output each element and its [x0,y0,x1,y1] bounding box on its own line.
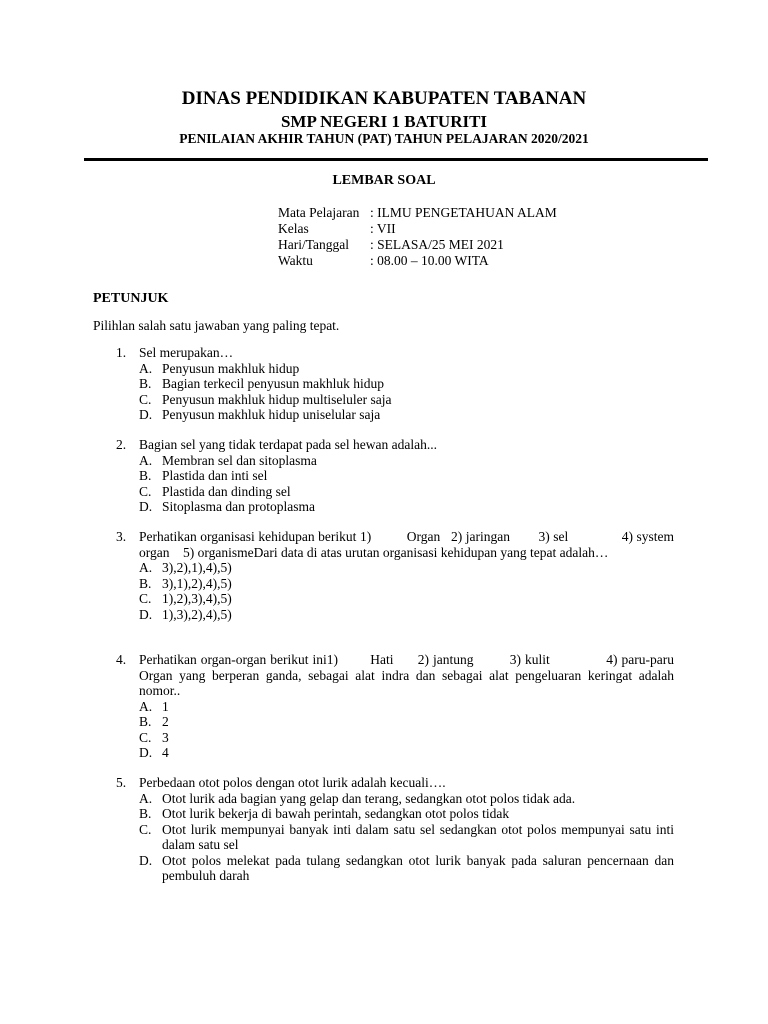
meta-row [278,237,557,253]
option-list [139,791,674,884]
meta-row [278,221,557,237]
meta-value: : ILMU PENGETAHUAN ALAM [370,205,557,220]
option-list [139,361,674,423]
question-2 [116,437,674,515]
option-a: A. Otot lurik ada bagian yang gelap dan terang, sedangkan otot polos tidak ada. [139,790,576,806]
option-b: B. 2 [139,714,169,729]
meta-label: Kelas [278,221,309,236]
option-a: A. Penyusun makhluk hidup [139,360,300,376]
header-school: SMP NEGERI 1 BATURITI [280,112,488,131]
option-a: A. 3),2),1),4),5) [139,560,232,575]
question-text: Sel merupakan… [139,345,234,360]
question-number: 2. [116,437,127,452]
meta-value: : VII [370,221,396,236]
option-c: C. 3 [139,729,169,745]
option-list [139,699,674,761]
question-number: 4. [116,652,127,667]
option-c: C. Plastida dan dinding sel [139,483,291,499]
meta-label: Waktu [278,253,313,268]
option-b: B. Otot lurik bekerja di bawah perintah, sedangkan otot polos tidak [139,806,510,821]
question-text: Bagian sel yang tidak terdapat pada sel hewan adalah... [139,437,438,452]
option-a: A. 1 [139,698,169,714]
question-1 [116,345,674,423]
question-text: Perhatikan organisasi kehidupan berikut 1) Organ 2) jaringan 3) sel 4) system organ 5) organismeDari data di atas urutan organisasi kehidupan yang tepat adalah… [139,529,678,560]
option-a: A. Membran sel dan sitoplasma [139,452,317,468]
sheet-title: LEMBAR SOAL [332,173,436,188]
question-4 [116,652,678,761]
question-number: 1. [116,345,127,360]
option-c: C. Penyusun makhluk hidup multiseluler saja [139,391,392,407]
header-exam: PENILAIAN AKHIR TAHUN (PAT) TAHUN PELAJARAN 2020/2021 [179,131,589,146]
meta-row [278,205,557,221]
instructions-text: Pilihlan salah satu jawaban yang paling tepat. [93,318,340,333]
meta-row [278,253,557,269]
instructions-heading: PETUNJUK [93,291,169,306]
option-c: C. Otot lurik mempunyai banyak inti dalam satu sel sedangkan otot polos mempunyai satu inti dalam satu sel [139,821,674,852]
option-d: D. Penyusun makhluk hidup uniselular saja [139,407,381,422]
option-b: B. Bagian terkecil penyusun makhluk hidup [139,376,384,391]
option-list [139,453,674,515]
option-b: B. Plastida dan inti sel [139,468,268,483]
question-number: 3. [116,529,127,544]
meta-value: : SELASA/25 MEI 2021 [370,237,504,252]
exam-meta [278,205,557,269]
meta-value: : 08.00 – 10.00 WITA [370,253,489,268]
option-d: D. Sitoplasma dan protoplasma [139,499,315,514]
meta-label: Hari/Tanggal [278,237,350,252]
question-number: 5. [116,775,127,790]
option-d: D. 4 [139,745,169,760]
question-3 [116,529,678,622]
option-c: C. 1),2),3),4),5) [139,591,232,606]
header-agency: DINAS PENDIDIKAN KABUPATEN TABANAN [181,88,587,109]
option-b: B. 3),1),2),4),5) [139,575,232,591]
question-text: Perhatikan organ-organ berikut ini1) Hati 2) jantung 3) kulit 4) paru-paru Organ yang berperan ganda, sebagai alat indra dan sebagai alat pengeluaran keringat adalah nomor.. [139,652,678,698]
option-list [139,560,674,622]
header-divider [84,158,708,161]
meta-label: Mata Pelajaran [278,205,360,220]
option-d: D. Otot polos melekat pada tulang sedangkan otot lurik banyak pada saluran pencernaan dan pembuluh darah [139,852,674,883]
question-5 [116,775,674,884]
option-d: D. 1),3),2),4),5) [139,606,232,622]
question-text: Perbedaan otot polos dengan otot lurik adalah kecuali…. [139,775,446,790]
